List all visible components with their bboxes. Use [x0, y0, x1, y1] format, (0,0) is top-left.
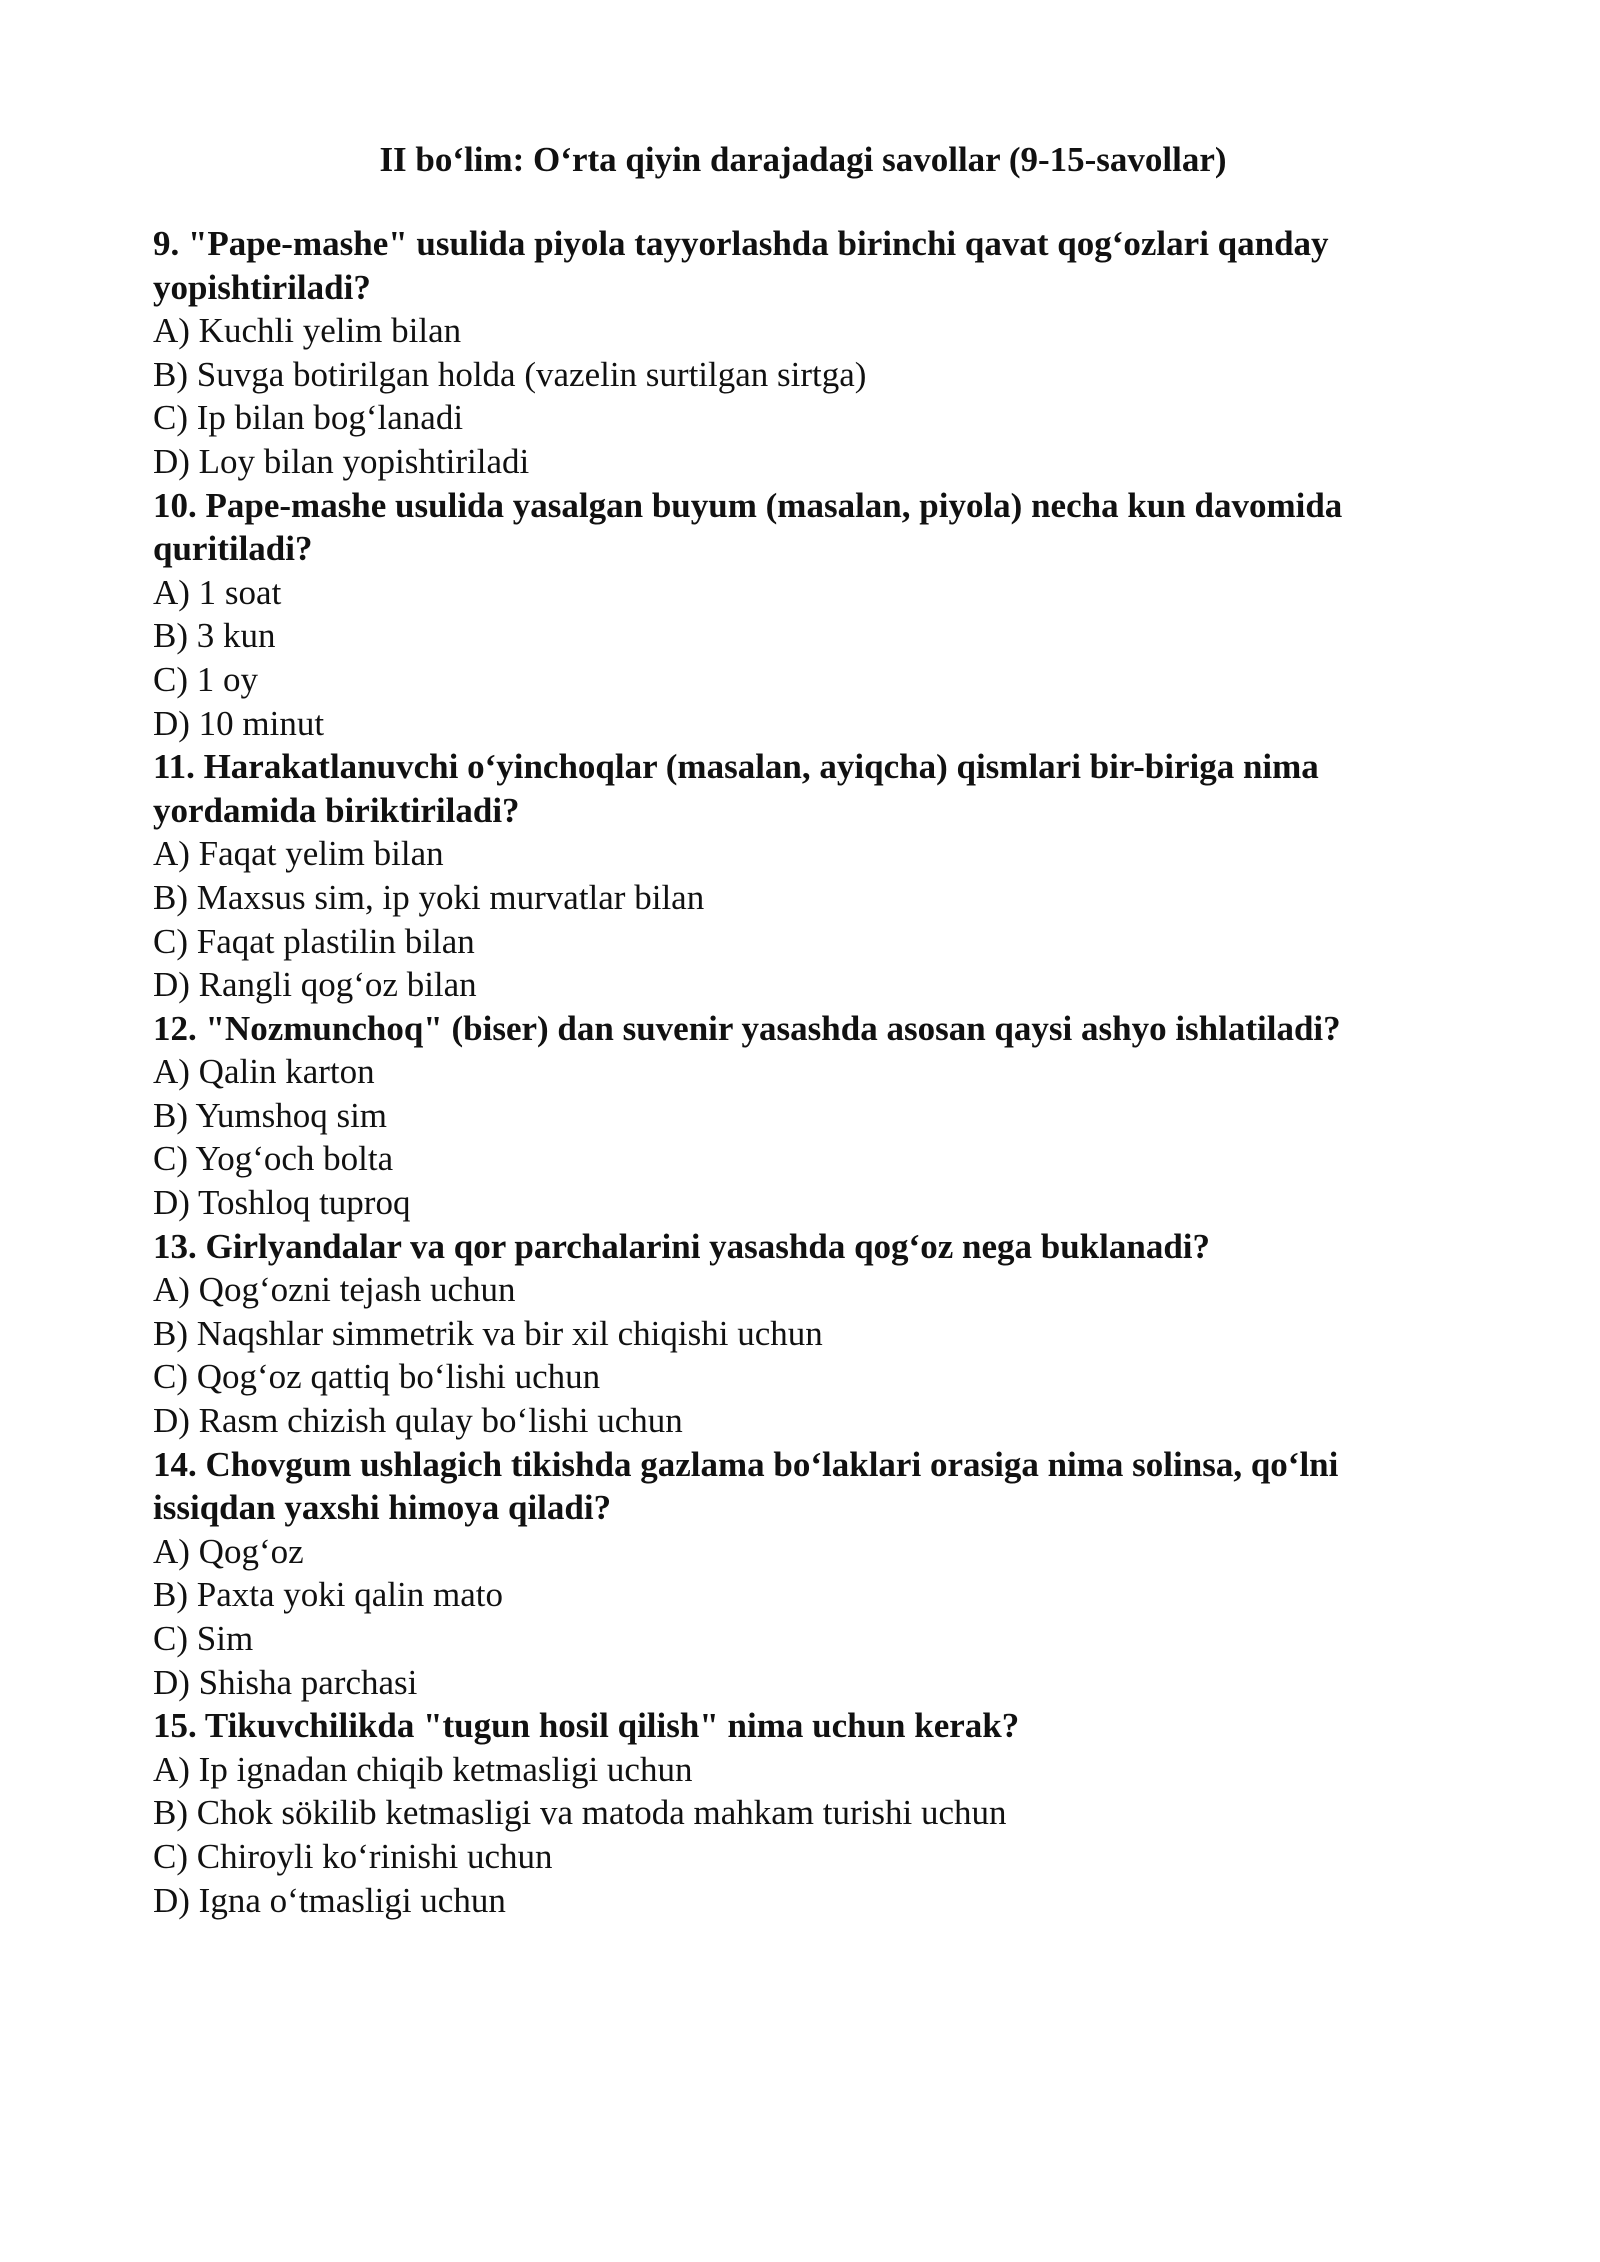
- answer-option: D) Rasm chizish qulay bo‘lishi uchun: [153, 1401, 683, 1441]
- answer-option: B) Chok sökilib ketmasligi va matoda mahkam turishi uchun: [153, 1793, 1007, 1833]
- question-number: 10.: [153, 485, 197, 525]
- answer-option: D) Igna o‘tmasligi uchun: [153, 1880, 506, 1920]
- question-number: 9.: [153, 224, 180, 263]
- answer-option: D) Toshloq tuproq: [153, 1183, 411, 1223]
- answer-option: C) Faqat plastilin bilan: [153, 921, 475, 961]
- question-prompt: "Nozmunchoq" (biser) dan suvenir yasashda asosan qaysi ashyo ishlatiladi?: [205, 1008, 1341, 1048]
- question-text: [153, 745, 1453, 832]
- answer-option: B) Naqshlar simmetrik va bir xil chiqishi uchun: [153, 1313, 823, 1353]
- question-text: [153, 1007, 1453, 1051]
- question-13: [153, 1225, 1453, 1443]
- question-prompt: Pape-mashe usulida yasalgan buyum (masalan, piyola) necha kun davomida quritiladi?: [153, 485, 1343, 569]
- answer-option: B) Maxsus sim, ip yoki murvatlar bilan: [153, 877, 705, 917]
- question-number: 11.: [153, 747, 195, 787]
- question-prompt: Tikuvchilikda "tugun hosil qilish" nima uchun kerak?: [204, 1706, 1020, 1746]
- answer-option: C) Chiroyli ko‘rinishi uchun: [153, 1836, 553, 1876]
- question-list: [153, 222, 1453, 1922]
- question-number: 13.: [153, 1226, 197, 1266]
- question-prompt: Chovgum ushlagich tikishda gazlama bo‘laklari orasiga nima solinsa, qo‘lni issiqdan yaxshi himoya qiladi?: [153, 1444, 1339, 1528]
- answer-option: B) Suvga botirilgan holda (vazelin surtilgan sirtga): [153, 354, 867, 394]
- question-prompt: "Pape-mashe" usulida piyola tayyorlashda birinchi qavat qog‘ozlari qanday yopishtiriladi?: [153, 224, 1329, 307]
- answer-option: B) Yumshoq sim: [153, 1095, 388, 1135]
- question-12: [153, 1007, 1453, 1225]
- answer-option: B) 3 kun: [153, 616, 276, 656]
- question-number: 14.: [153, 1444, 197, 1484]
- question-prompt: Harakatlanuvchi o‘yinchoqlar (masalan, ayiqcha) qismlari bir-biriga nima yordamida biriktiriladi?: [153, 747, 1319, 830]
- answer-option: A) Qog‘oz: [153, 1531, 304, 1571]
- answer-option: A) Ip ignadan chiqib ketmasligi uchun: [153, 1749, 693, 1789]
- answer-option: D) Rangli qog‘oz bilan: [153, 965, 477, 1005]
- question-14: [153, 1443, 1453, 1705]
- answer-option: C) 1 oy: [153, 659, 258, 699]
- question-10: [153, 484, 1453, 746]
- question-9: [153, 222, 1453, 484]
- question-text: [153, 484, 1453, 571]
- answer-option: B) Paxta yoki qalin mato: [153, 1575, 503, 1615]
- answer-option: A) Qog‘ozni tejash uchun: [153, 1270, 516, 1310]
- question-text: [153, 1443, 1453, 1530]
- answer-option: C) Qog‘oz qattiq bo‘lishi uchun: [153, 1357, 601, 1397]
- section-title: II bo‘lim: O‘rta qiyin darajadagi savollar (9-15-savollar): [379, 140, 1227, 179]
- question-text: [153, 1704, 1453, 1748]
- question-text: [153, 1225, 1453, 1269]
- question-11: [153, 745, 1453, 1007]
- answer-option: A) 1 soat: [153, 572, 282, 612]
- question-number: 15.: [153, 1706, 197, 1746]
- question-15: [153, 1704, 1453, 1922]
- question-prompt: Girlyandalar va qor parchalarini yasashda qog‘oz nega buklanadi?: [205, 1226, 1211, 1266]
- answer-option: D) 10 minut: [153, 703, 325, 743]
- question-number: 12.: [153, 1008, 197, 1048]
- answer-option: A) Faqat yelim bilan: [153, 834, 444, 874]
- answer-option: C) Sim: [153, 1619, 254, 1658]
- answer-option: C) Ip bilan bog‘lanadi: [153, 398, 464, 438]
- answer-option: A) Qalin karton: [153, 1052, 375, 1092]
- document-page: [153, 138, 1453, 1922]
- answer-option: A) Kuchli yelim bilan: [153, 311, 462, 351]
- answer-option: D) Loy bilan yopishtiriladi: [153, 441, 530, 481]
- question-text: [153, 222, 1453, 309]
- answer-option: D) Shisha parchasi: [153, 1662, 418, 1702]
- answer-option: C) Yog‘och bolta: [153, 1139, 394, 1179]
